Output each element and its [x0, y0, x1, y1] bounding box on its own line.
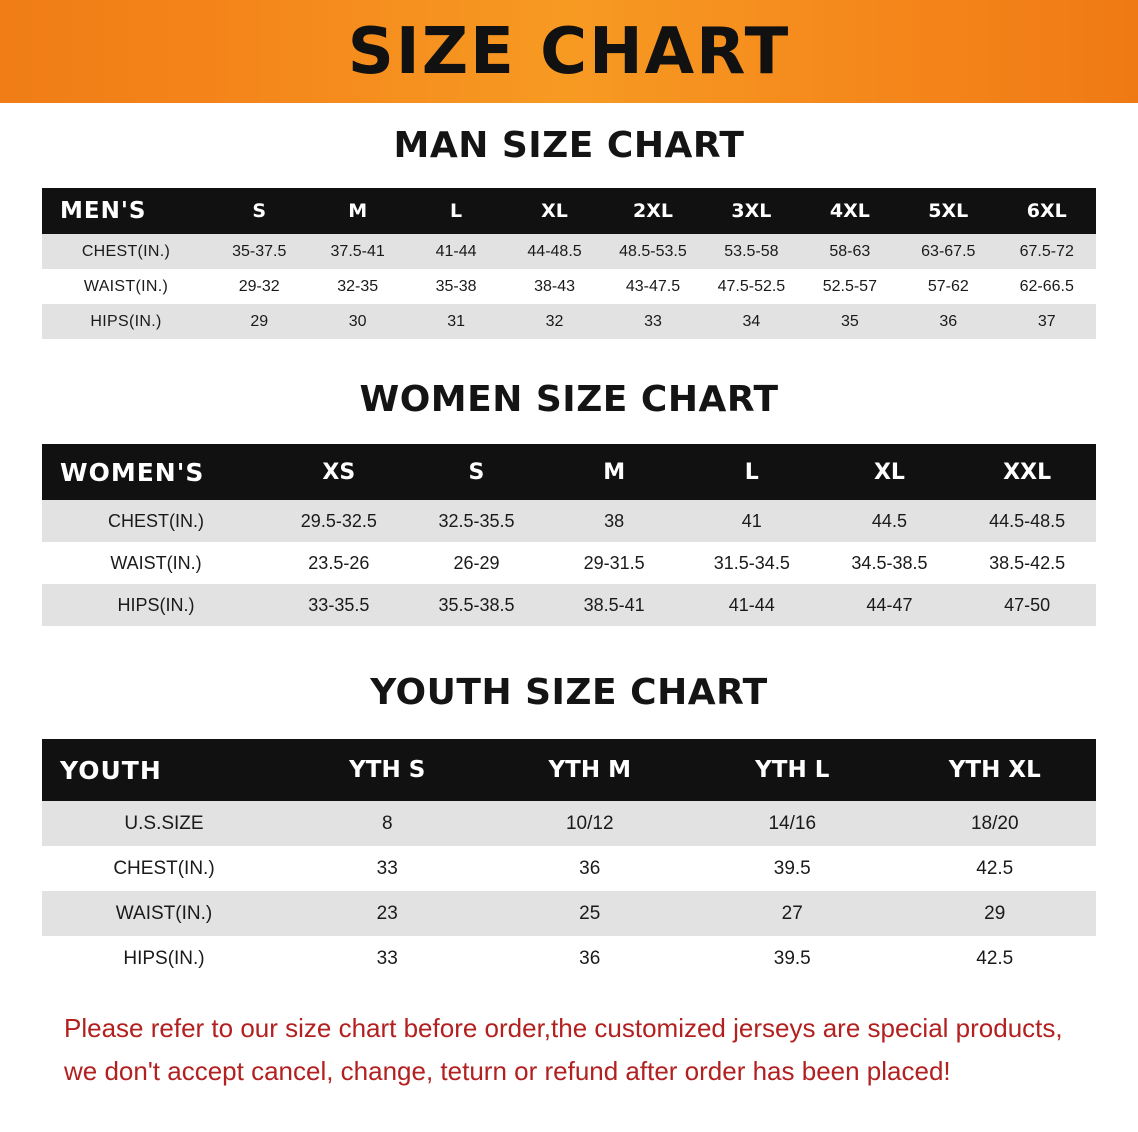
man-col-4: 2XL: [604, 188, 702, 234]
youth-col-2: YTH L: [691, 739, 894, 801]
table-row: [42, 542, 1096, 584]
man-table-head: [42, 188, 1096, 234]
youth-col-0: YTH S: [286, 739, 489, 801]
women-cell-2-1: 35.5-38.5: [438, 594, 515, 615]
man-section-title: MAN SIZE CHART: [393, 125, 745, 166]
women-table-wrapper: [42, 444, 1096, 626]
women-cell-2-5: 47-50: [1004, 594, 1051, 615]
man-cell-0-1: 37.5-41: [330, 242, 385, 260]
man-cell-1-6: 52.5-57: [822, 277, 877, 295]
youth-cell-2-2: 27: [781, 902, 803, 924]
man-cell-0-6: 58-63: [829, 242, 871, 260]
man-col-7: 5XL: [899, 188, 997, 234]
table-row: [42, 891, 1096, 936]
man-cell-0-5: 53.5-58: [724, 242, 779, 260]
man-row-label-2: HIPS(IN.): [90, 312, 162, 330]
table-header-row: [42, 188, 1096, 234]
man-col-3: XL: [505, 188, 603, 234]
women-cell-0-4: 44.5: [871, 510, 907, 531]
page-title: SIZE CHART: [347, 14, 791, 89]
man-cell-2-4: 33: [644, 312, 662, 330]
women-corner-label: WOMEN'S: [42, 444, 270, 500]
table-row: [42, 584, 1096, 626]
women-cell-2-4: 44-47: [866, 594, 913, 615]
youth-table-wrapper: [42, 739, 1096, 981]
man-col-2: L: [407, 188, 505, 234]
man-cell-1-2: 35-38: [435, 277, 477, 295]
man-cell-1-8: 62-66.5: [1019, 277, 1074, 295]
table-header-row: [42, 739, 1096, 801]
women-cell-1-4: 34.5-38.5: [851, 552, 928, 573]
women-cell-2-3: 41-44: [728, 594, 775, 615]
man-col-8: 6XL: [998, 188, 1097, 234]
youth-row-label-0: U.S.SIZE: [124, 812, 204, 834]
women-row-label-2: HIPS(IN.): [117, 594, 195, 615]
youth-cell-0-1: 10/12: [565, 812, 614, 834]
man-col-0: S: [210, 188, 308, 234]
women-table-body: [42, 500, 1096, 626]
youth-cell-2-3: 29: [984, 902, 1006, 924]
women-cell-0-1: 32.5-35.5: [438, 510, 515, 531]
man-cell-2-0: 29: [250, 312, 269, 330]
footer-note: Please refer to our size chart before order,the customized jerseys are special products, we don't accept cancel, change, teturn or refund after order has been placed!: [64, 1013, 1063, 1086]
youth-table-head: [42, 739, 1096, 801]
youth-size-table: [42, 739, 1096, 981]
table-row: [42, 801, 1096, 846]
man-cell-1-7: 57-62: [927, 277, 969, 295]
youth-cell-1-3: 42.5: [976, 857, 1014, 879]
women-cell-0-0: 29.5-32.5: [300, 510, 377, 531]
women-col-4: XL: [821, 444, 959, 500]
youth-cell-1-1: 36: [579, 857, 601, 879]
youth-row-label-1: CHEST(IN.): [113, 857, 215, 879]
man-cell-0-8: 67.5-72: [1019, 242, 1074, 260]
man-cell-2-3: 32: [545, 312, 564, 330]
man-col-5: 3XL: [702, 188, 800, 234]
women-size-table: [42, 444, 1096, 626]
women-col-5: XXL: [958, 444, 1096, 500]
man-cell-0-4: 48.5-53.5: [619, 242, 687, 260]
man-cell-2-7: 36: [939, 312, 958, 330]
women-cell-1-2: 29-31.5: [583, 552, 645, 573]
man-cell-1-4: 43-47.5: [625, 277, 681, 295]
man-cell-0-7: 63-67.5: [921, 242, 976, 260]
youth-cell-3-0: 33: [376, 947, 398, 969]
youth-cell-0-3: 18/20: [970, 812, 1019, 834]
youth-col-3: YTH XL: [894, 739, 1097, 801]
man-cell-2-6: 35: [840, 312, 859, 330]
man-col-6: 4XL: [801, 188, 899, 234]
youth-cell-0-0: 8: [381, 812, 393, 834]
women-cell-2-0: 33-35.5: [308, 594, 370, 615]
man-cell-0-3: 44-48.5: [527, 242, 582, 260]
man-cell-2-5: 34: [742, 312, 761, 330]
youth-col-1: YTH M: [489, 739, 692, 801]
women-cell-1-1: 26-29: [453, 552, 500, 573]
youth-row-label-2: WAIST(IN.): [115, 902, 213, 924]
women-cell-1-0: 23.5-26: [308, 552, 370, 573]
man-row-label-0: CHEST(IN.): [81, 242, 171, 260]
man-cell-1-3: 38-43: [534, 277, 575, 295]
man-cell-2-8: 37: [1037, 312, 1056, 330]
youth-cell-1-2: 39.5: [773, 857, 811, 879]
man-table-body: [42, 234, 1096, 339]
man-cell-0-0: 35-37.5: [232, 242, 287, 260]
table-row: [42, 500, 1096, 542]
women-table-head: [42, 444, 1096, 500]
man-cell-1-1: 32-35: [337, 277, 379, 295]
table-header-row: [42, 444, 1096, 500]
man-cell-1-0: 29-32: [238, 277, 280, 295]
banner: [0, 0, 1138, 103]
women-col-2: M: [545, 444, 683, 500]
man-table-wrapper: [42, 188, 1096, 339]
man-corner-label: MEN'S: [42, 188, 210, 234]
women-cell-1-5: 38.5-42.5: [989, 552, 1066, 573]
women-section-title: WOMEN SIZE CHART: [359, 379, 779, 420]
table-row: [42, 269, 1096, 304]
youth-table-body: [42, 801, 1096, 981]
women-col-1: S: [408, 444, 546, 500]
women-cell-0-2: 38: [604, 510, 625, 531]
women-cell-0-3: 41: [741, 510, 762, 531]
youth-cell-2-0: 23: [376, 902, 398, 924]
women-cell-2-2: 38.5-41: [583, 594, 645, 615]
man-cell-2-1: 30: [348, 312, 367, 330]
women-row-label-0: CHEST(IN.): [108, 510, 204, 531]
youth-row-label-3: HIPS(IN.): [123, 947, 205, 969]
table-row: [42, 304, 1096, 339]
women-cell-0-5: 44.5-48.5: [989, 510, 1066, 531]
table-row: [42, 846, 1096, 891]
table-row: [42, 936, 1096, 981]
man-cell-0-2: 41-44: [435, 242, 477, 260]
man-cell-2-2: 31: [447, 312, 465, 330]
man-row-label-1: WAIST(IN.): [83, 277, 169, 295]
women-col-3: L: [683, 444, 821, 500]
man-size-table: [42, 188, 1096, 339]
youth-cell-0-2: 14/16: [768, 812, 817, 834]
table-row: [42, 234, 1096, 269]
youth-cell-2-1: 25: [579, 902, 601, 924]
youth-section-title: YOUTH SIZE CHART: [370, 672, 768, 713]
youth-cell-3-1: 36: [579, 947, 601, 969]
women-row-label-1: WAIST(IN.): [110, 552, 202, 573]
man-cell-1-5: 47.5-52.5: [717, 277, 786, 295]
youth-corner-label: YOUTH: [42, 739, 286, 801]
man-col-1: M: [308, 188, 406, 234]
women-cell-1-3: 31.5-34.5: [713, 552, 790, 573]
women-col-0: XS: [270, 444, 408, 500]
youth-cell-1-0: 33: [376, 857, 398, 879]
youth-cell-3-2: 39.5: [773, 947, 811, 969]
youth-cell-3-3: 42.5: [976, 947, 1014, 969]
